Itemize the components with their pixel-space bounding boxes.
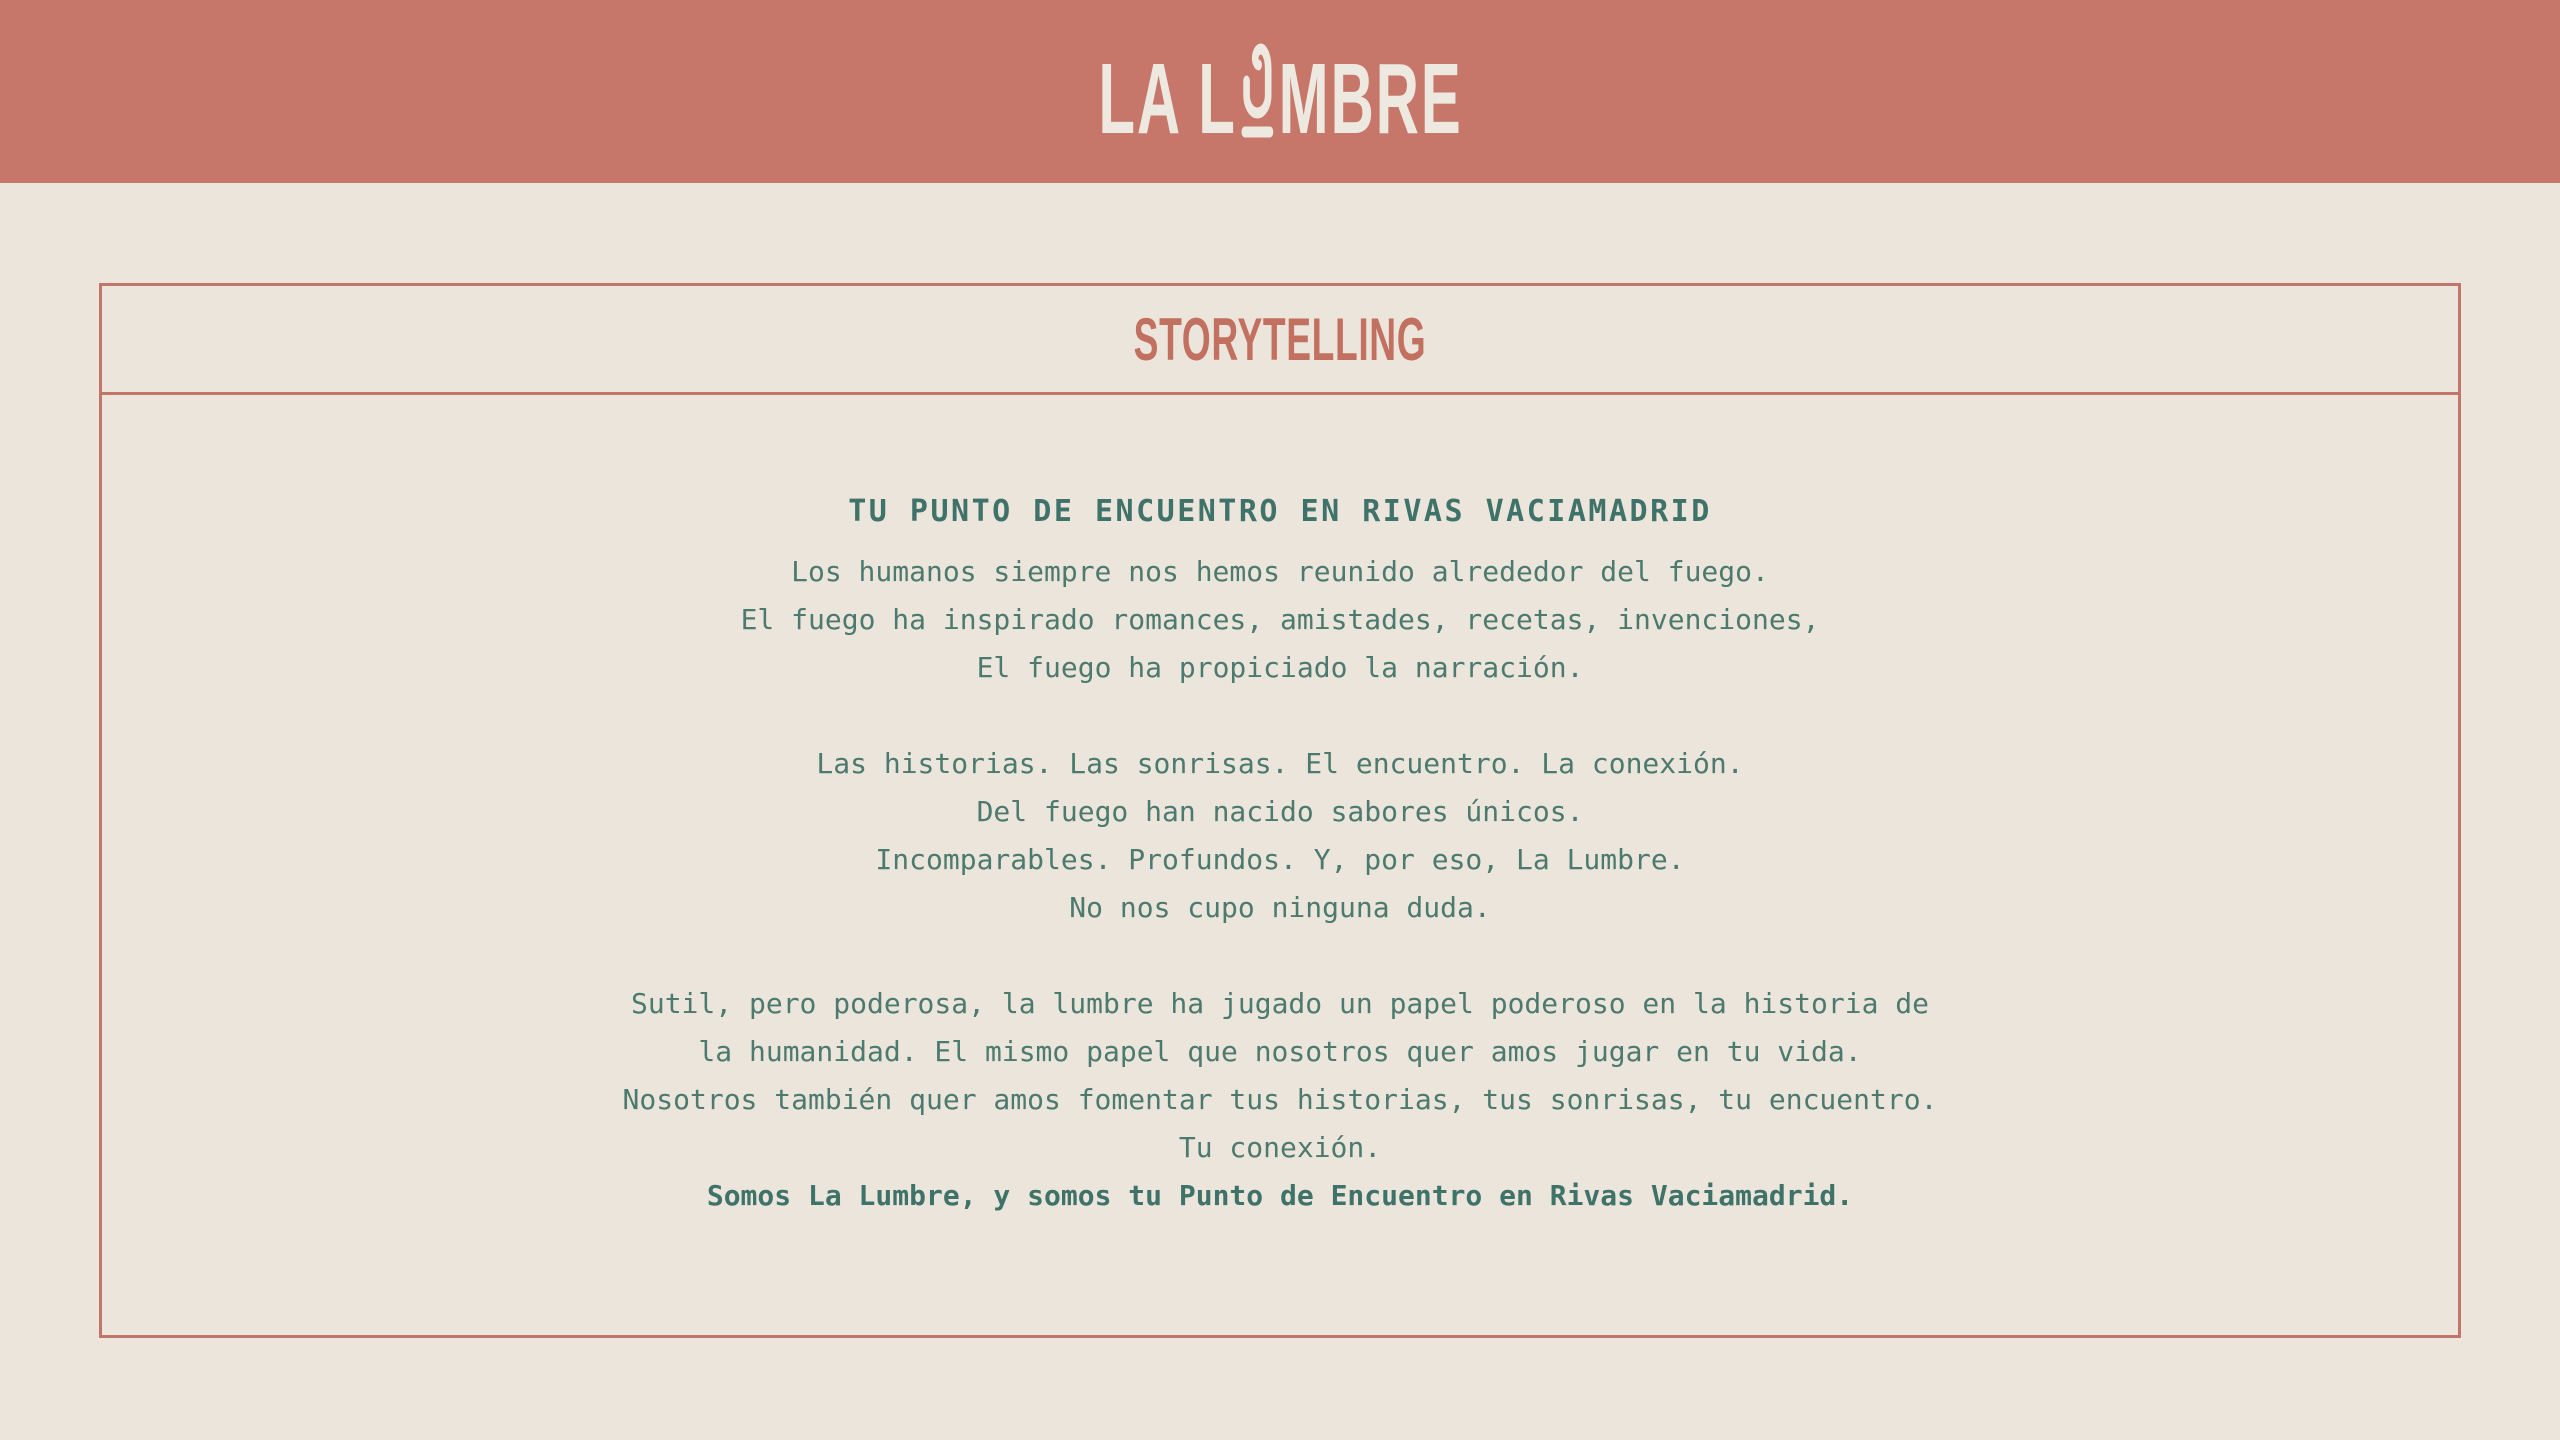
closing-line: Somos La Lumbre, y somos tu Punto de Encuentro en Rivas Vaciamadrid.	[706, 1179, 1854, 1212]
card-title: STORYTELLING	[1133, 305, 1427, 373]
site-header	[0, 0, 2560, 183]
text-line: El fuego ha inspirado romances, amistades, recetas, invenciones,	[740, 603, 1820, 636]
text-line: Incomparables. Profundos. Y, por eso, La Lumbre.	[875, 843, 1685, 876]
section-heading: TU PUNTO DE ENCUENTRO EN RIVAS VACIAMADRID	[848, 494, 1712, 529]
storytelling-card	[99, 283, 2461, 1338]
text-line: Del fuego han nacido sabores únicos.	[976, 795, 1584, 828]
text-line: Tu conexión.	[1178, 1131, 1382, 1164]
logo-text-right: MBRE	[1278, 42, 1463, 155]
main-content	[0, 283, 2560, 1338]
paragraph	[142, 548, 2418, 692]
text-line: Los humanos siempre nos hemos reunido alrededor del fuego.	[791, 555, 1769, 588]
text-line: El fuego ha propiciado la narración.	[976, 651, 1584, 684]
paragraph	[142, 740, 2418, 932]
flame-u-icon	[1238, 35, 1276, 139]
text-line: No nos cupo ninguna duda.	[1069, 891, 1491, 924]
text-line: Las historias. Las sonrisas. El encuentro. La conexión.	[816, 747, 1744, 780]
logo-text-left: LA L	[1097, 42, 1237, 155]
text-line: Nosotros también quer amos fomentar tus historias, tus sonrisas, tu encuentro.	[622, 1083, 1938, 1116]
paragraph	[142, 980, 2418, 1220]
card-title-bar	[102, 286, 2458, 395]
card-body	[102, 395, 2458, 1335]
text-line: la humanidad. El mismo papel que nosotros quer amos jugar en tu vida.	[698, 1035, 1862, 1068]
text-line: Sutil, pero poderosa, la lumbre ha jugado un papel poderoso en la historia de	[630, 987, 1930, 1020]
logo[interactable]	[1097, 35, 1463, 155]
